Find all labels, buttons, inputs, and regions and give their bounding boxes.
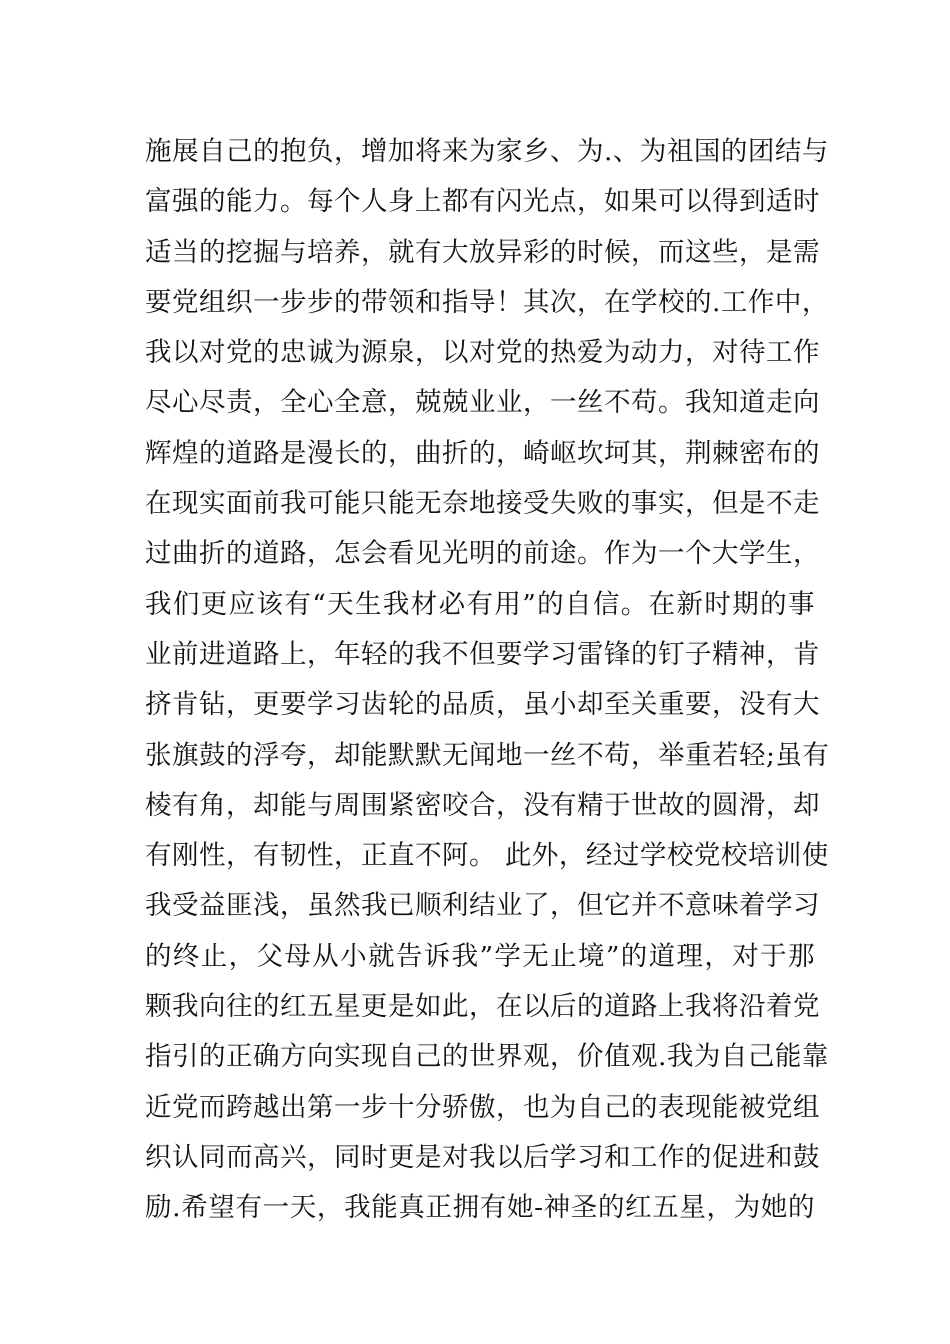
text-line: 富强的能力。每个人身上都有闪光点，如果可以得到适时 bbox=[145, 186, 820, 218]
text-line: 业前进道路上，年轻的我不但要学习雷锋的钉子精神，肯 bbox=[145, 638, 820, 670]
text-line: 我受益匪浅，虽然我已顺利结业了，但它并不意味着学习 bbox=[145, 890, 820, 922]
text-line: 棱有角，却能与周围紧密咬合，没有精于世故的圆滑，却 bbox=[145, 789, 820, 821]
text-line: 在现实面前我可能只能无奈地接受失败的事实，但是不走 bbox=[145, 488, 820, 520]
text-line: 励.希望有一天，我能真正拥有她-神圣的红五星，为她的 bbox=[145, 1192, 815, 1224]
text-line: 近党而跨越出第一步十分骄傲，也为自己的表现能被党组 bbox=[145, 1091, 820, 1123]
text-line: 要党组织一步步的带领和指导！其次，在学校的.工作中， bbox=[145, 286, 829, 318]
text-line: 张旗鼓的浮夸，却能默默无闻地一丝不苟，举重若轻;虽有 bbox=[145, 739, 830, 771]
body-text bbox=[145, 127, 830, 1234]
text-line: 织认同而高兴，同时更是对我以后学习和工作的促进和鼓 bbox=[145, 1141, 820, 1173]
text-line: 有刚性，有韧性，正直不阿。 此外，经过学校党校培训使 bbox=[145, 840, 829, 872]
text-line: 辉煌的道路是漫长的，曲折的，崎岖坎坷其，荆棘密布的 bbox=[145, 437, 820, 469]
text-line: 尽心尽责，全心全意，兢兢业业，一丝不苟。我知道走向 bbox=[145, 387, 820, 419]
text-line: 过曲折的道路，怎会看见光明的前途。作为一个大学生， bbox=[145, 538, 820, 570]
text-line: 指引的正确方向实现自己的世界观，价值观.我为自己能靠 bbox=[145, 1041, 829, 1073]
text-line: 的终止，父母从小就告诉我”学无止境”的道理，对于那 bbox=[145, 940, 815, 972]
text-line: 适当的挖掘与培养，就有大放异彩的时候，而这些，是需 bbox=[145, 236, 820, 268]
text-line: 挤肯钻，更要学习齿轮的品质，虽小却至关重要，没有大 bbox=[145, 689, 820, 721]
text-line: 颗我向往的红五星更是如此，在以后的道路上我将沿着党 bbox=[145, 991, 820, 1023]
text-line: 我以对党的忠诚为源泉，以对党的热爱为动力，对待工作 bbox=[145, 337, 820, 369]
text-line: 施展自己的抱负，增加将来为家乡、为.、为祖国的团结与 bbox=[145, 136, 829, 167]
text-line: 我们更应该有“天生我材必有用”的自信。在新时期的事 bbox=[145, 588, 815, 620]
